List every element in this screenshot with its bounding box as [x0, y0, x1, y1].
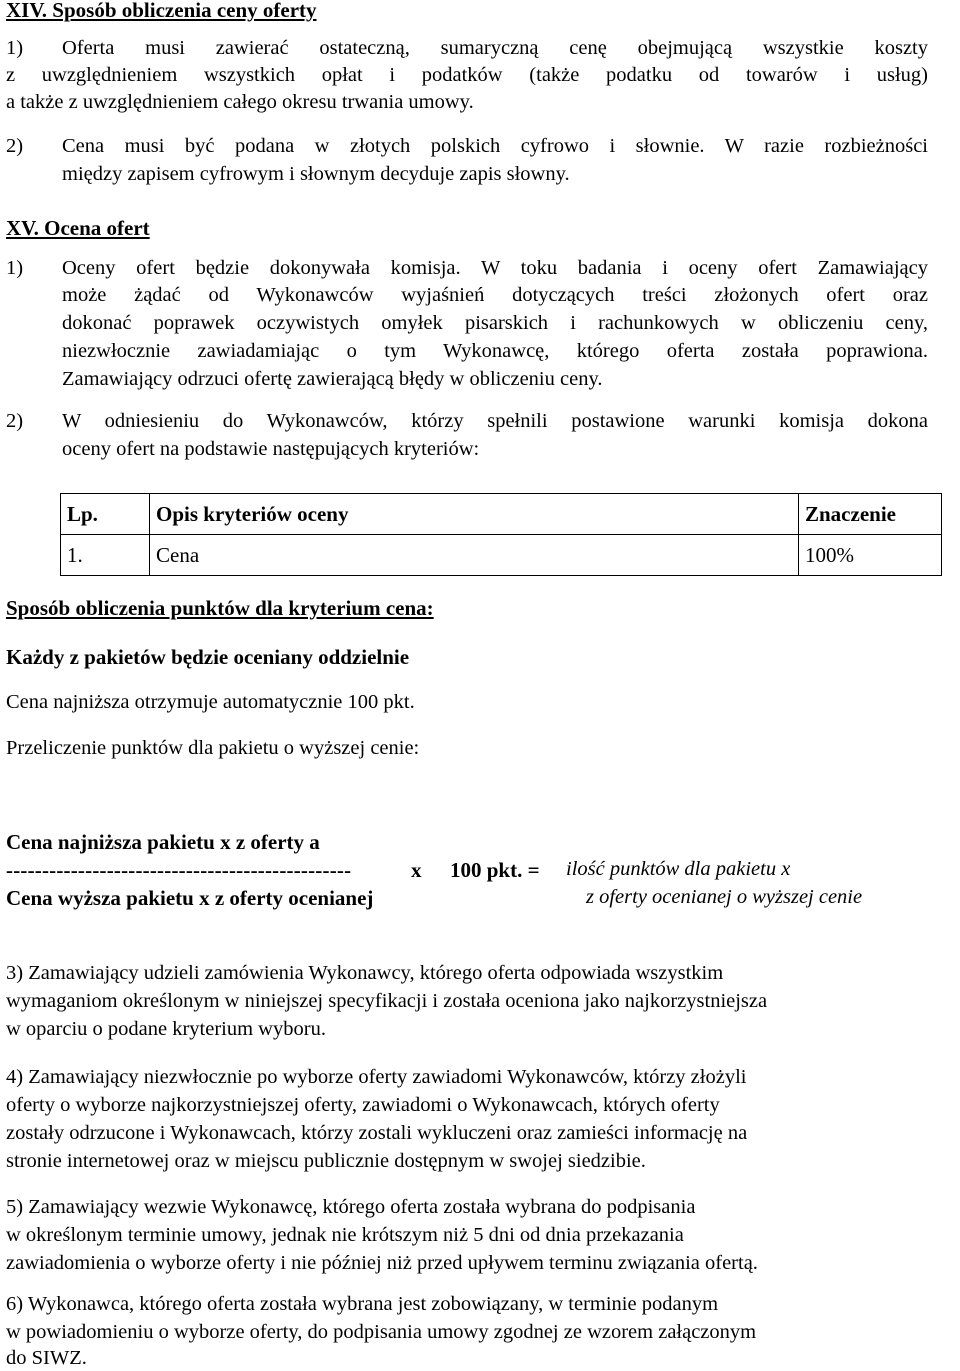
formula-divider: ------------------------------------------------: [6, 858, 352, 882]
formula-result-line-2: z oferty ocenianej o wyższej cenie: [586, 886, 863, 908]
formula-points: 100 pkt. =: [450, 858, 540, 882]
table-header-cell: Znaczenie: [799, 494, 942, 535]
lowest-price-note: Cena najniższa otrzymuje automatycznie 100 pkt.: [6, 691, 415, 713]
item-line: w powiadomieniu o wyborze oferty, do podpisania umowy zgodnej ze wzorem załączonym: [6, 1321, 757, 1343]
table-header-cell: Opis kryteriów oceny: [150, 494, 799, 535]
item-line: 4) Zamawiający niezwłocznie po wyborze oferty zawiadomi Wykonawców, którzy złożyli: [6, 1066, 747, 1088]
conversion-note: Przeliczenie punktów dla pakietu o wyższej cenie:: [6, 737, 420, 759]
formula-result-line-1: ilość punktów dla pakietu x: [566, 858, 791, 880]
table-cell: Cena: [150, 535, 799, 576]
paragraph-line: Oceny ofert będzie dokonywała komisja. W toku badania i oceny ofert Zamawiający: [62, 257, 928, 279]
item-line: 6) Wykonawca, którego oferta została wybrana jest zobowiązany, w terminie podanym: [6, 1293, 719, 1315]
table-header-cell: Lp.: [61, 494, 150, 535]
paragraph-number: 1): [6, 37, 24, 59]
paragraph-line: dokonać poprawek oczywistych omyłek pisarskich i rachunkowych w obliczeniu ceny,: [62, 312, 928, 334]
item-line: zostały odrzucone i Wykonawcach, którzy zostali wykluczeni oraz zamieści informację na: [6, 1122, 748, 1144]
section-xiv-heading: XIV. Sposób obliczenia ceny oferty: [6, 0, 317, 22]
paragraph-line: Oferta musi zawierać ostateczną, sumaryczną cenę obejmującą wszystkie koszty: [62, 37, 928, 59]
table-row: [61, 535, 942, 576]
item-line: w oparciu o podane kryterium wyboru.: [6, 1018, 326, 1040]
paragraph-number: 2): [6, 135, 24, 157]
item-line: zawiadomienia o wyborze oferty i nie później niż przed upływem terminu związania ofertą.: [6, 1252, 758, 1274]
paragraph-line: Zamawiający odrzuci ofertę zawierającą błędy w obliczeniu ceny.: [62, 368, 603, 390]
paragraph-number: 2): [6, 410, 24, 432]
item-line: wymaganiom określonym w niniejszej specyfikacji i została oceniona jako najkorzystniejsza: [6, 990, 768, 1012]
formula-denominator: Cena wyższa pakietu x z oferty ocenianej: [6, 886, 374, 910]
paragraph-number: 1): [6, 257, 24, 279]
item-line: oferty o wyborze najkorzystniejszej oferty, zawiadomi o Wykonawcach, których oferty: [6, 1094, 720, 1116]
paragraph-line: może żądać od Wykonawców wyjaśnień dotyczących treści złożonych ofert oraz: [62, 284, 928, 306]
paragraph-line: Cena musi być podana w złotych polskich cyfrowo i słownie. W razie rozbieżności: [62, 135, 928, 157]
item-line: stronie internetowej oraz w miejscu publicznie dostępnym w swojej siedzibie.: [6, 1150, 646, 1172]
table-cell: 100%: [799, 535, 942, 576]
paragraph-line: oceny ofert na podstawie następujących kryteriów:: [62, 438, 480, 460]
table-header-row: [61, 494, 942, 535]
criteria-table: [60, 493, 942, 576]
paragraph-line: z uwzględnieniem wszystkich opłat i podatków (także podatku od towarów i usług): [6, 64, 928, 86]
each-package-note: Każdy z pakietów będzie oceniany oddzielnie: [6, 645, 410, 669]
formula-times: x: [411, 858, 422, 882]
section-xv-heading: XV. Ocena ofert: [6, 216, 150, 240]
item-line: 3) Zamawiający udzieli zamówienia Wykonawcy, którego oferta odpowiada wszystkim: [6, 962, 724, 984]
item-line: 5) Zamawiający wezwie Wykonawcę, którego oferta została wybrana do podpisania: [6, 1196, 696, 1218]
item-line: do SIWZ.: [6, 1347, 87, 1369]
formula-numerator: Cena najniższa pakietu x z oferty a: [6, 830, 320, 854]
item-line: w określonym terminie umowy, jednak nie krótszym niż 5 dni od dnia przekazania: [6, 1224, 684, 1246]
paragraph-line: W odniesieniu do Wykonawców, którzy spełnili postawione warunki komisja dokona: [62, 410, 928, 432]
table-cell: 1.: [61, 535, 150, 576]
paragraph-line: między zapisem cyfrowym i słownym decyduje zapis słowny.: [62, 163, 570, 185]
paragraph-line: a także z uwzględnieniem całego okresu trwania umowy.: [6, 91, 474, 113]
scoring-heading: Sposób obliczenia punktów dla kryterium cena:: [6, 596, 434, 620]
paragraph-line: niezwłocznie zawiadamiając o tym Wykonawcę, którego oferta została poprawiona.: [62, 340, 928, 362]
